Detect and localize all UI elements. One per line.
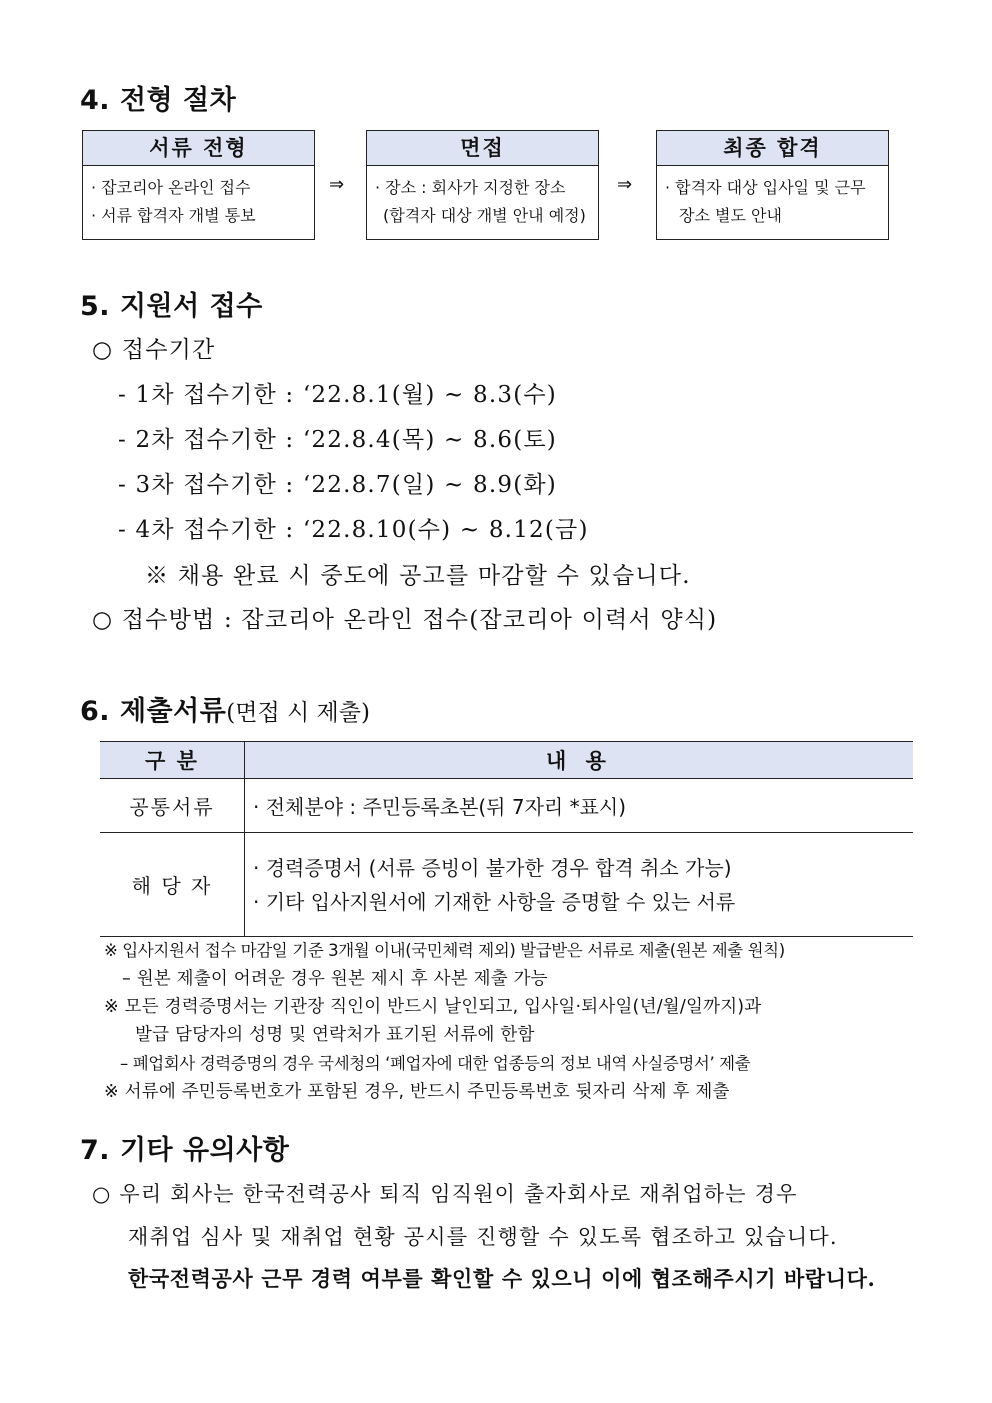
step-header: 면접 bbox=[367, 131, 598, 166]
table-row bbox=[100, 833, 913, 937]
doc-note-5: – 폐업회사 경력증명의 경우 국세청의 ‘폐업자에 대한 업종등의 정보 내역 사실증명서’ 제출 bbox=[120, 1054, 751, 1073]
table-row bbox=[100, 779, 913, 833]
round-1: - 1차 접수기한 : ‘22.8.1(월) ~ 8.3(수) bbox=[118, 382, 557, 408]
period-note: ※ 채용 완료 시 중도에 공고를 마감할 수 있습니다. bbox=[145, 563, 691, 589]
table-header-category: 구 분 bbox=[100, 742, 245, 779]
section-6-title-sub: (면접 시 제출) bbox=[226, 700, 370, 726]
doc-note-6: ※ 서류에 주민등록번호가 포함된 경우, 반드시 주민등록번호 뒷자리 삭제 후 제출 bbox=[104, 1082, 730, 1102]
doc-note-2: – 원본 제출이 어려운 경우 원본 제시 후 사본 제출 가능 bbox=[122, 969, 548, 989]
step-line: · 장소 : 회사가 지정한 장소 bbox=[375, 178, 566, 197]
next-arrow-icon: ⇒ bbox=[329, 174, 345, 195]
table-item: · 전체분야 : 주민등록초본(뒤 7자리 *표시) bbox=[253, 795, 627, 819]
process-step-interview bbox=[366, 130, 599, 240]
section-7-title: 7. 기타 유의사항 bbox=[80, 1135, 290, 1166]
step-line: (합격자 대상 개별 안내 예정) bbox=[383, 206, 586, 225]
round-2: - 2차 접수기한 : ‘22.8.4(목) ~ 8.6(토) bbox=[118, 427, 557, 453]
step-line: 장소 별도 안내 bbox=[679, 206, 782, 225]
table-cell-content bbox=[245, 833, 914, 937]
round-4: - 4차 접수기한 : ‘22.8.10(수) ~ 8.12(금) bbox=[118, 517, 589, 543]
section-5-title: 5. 지원서 접수 bbox=[80, 291, 263, 322]
doc-note-4: 발급 담당자의 성명 및 연락처가 표기된 서류에 한함 bbox=[135, 1025, 535, 1045]
section-4-title: 4. 전형 절차 bbox=[80, 85, 237, 116]
application-method: ○ 접수방법 : 잡코리아 온라인 접수(잡코리아 이력서 양식) bbox=[92, 607, 718, 633]
step-line: · 잡코리아 온라인 접수 bbox=[91, 178, 251, 197]
notice-line-3: 한국전력공사 근무 경력 여부를 확인할 수 있으니 이에 협조해주시기 바랍니다. bbox=[128, 1266, 876, 1291]
table-cell-category: 해 당 자 bbox=[100, 833, 245, 937]
section-6-title-main: 6. 제출서류 bbox=[80, 696, 227, 727]
step-line: · 서류 합격자 개별 통보 bbox=[91, 206, 256, 225]
table-item: · 기타 입사지원서에 기재한 사항을 증명할 수 있는 서류 bbox=[253, 889, 736, 914]
notice-line-2: 재취업 심사 및 재취업 현황 공시를 진행할 수 있도록 협조하고 있습니다. bbox=[128, 1225, 838, 1249]
table-header-content: 내 용 bbox=[245, 742, 914, 779]
step-header: 서류 전형 bbox=[83, 131, 314, 166]
table-cell-category: 공통서류 bbox=[100, 779, 245, 833]
next-arrow-icon: ⇒ bbox=[617, 174, 633, 195]
table-cell-content bbox=[245, 779, 914, 833]
period-label: ○ 접수기간 bbox=[92, 337, 216, 363]
documents-table bbox=[100, 741, 913, 937]
process-step-final-pass bbox=[656, 130, 889, 240]
step-line: · 합격자 대상 입사일 및 근무 bbox=[665, 178, 866, 197]
notice-line-1: ○ 우리 회사는 한국전력공사 퇴직 임직원이 출자회사로 재취업하는 경우 bbox=[92, 1182, 798, 1206]
table-item: · 경력증명서 (서류 증빙이 불가한 경우 합격 취소 가능) bbox=[253, 855, 732, 880]
step-header: 최종 합격 bbox=[657, 131, 888, 166]
doc-note-1: ※ 입사지원서 접수 마감일 기준 3개월 이내(국민체력 제외) 발급받은 서류로 제출(원본 제출 원칙) bbox=[104, 941, 785, 960]
section-6-title bbox=[80, 689, 370, 728]
doc-note-3: ※ 모든 경력증명서는 기관장 직인이 반드시 날인되고, 입사일·퇴사일(년/월/일까지)과 bbox=[104, 997, 762, 1017]
round-3: - 3차 접수기한 : ‘22.8.7(일) ~ 8.9(화) bbox=[118, 472, 557, 498]
process-step-document-screening bbox=[82, 130, 315, 240]
